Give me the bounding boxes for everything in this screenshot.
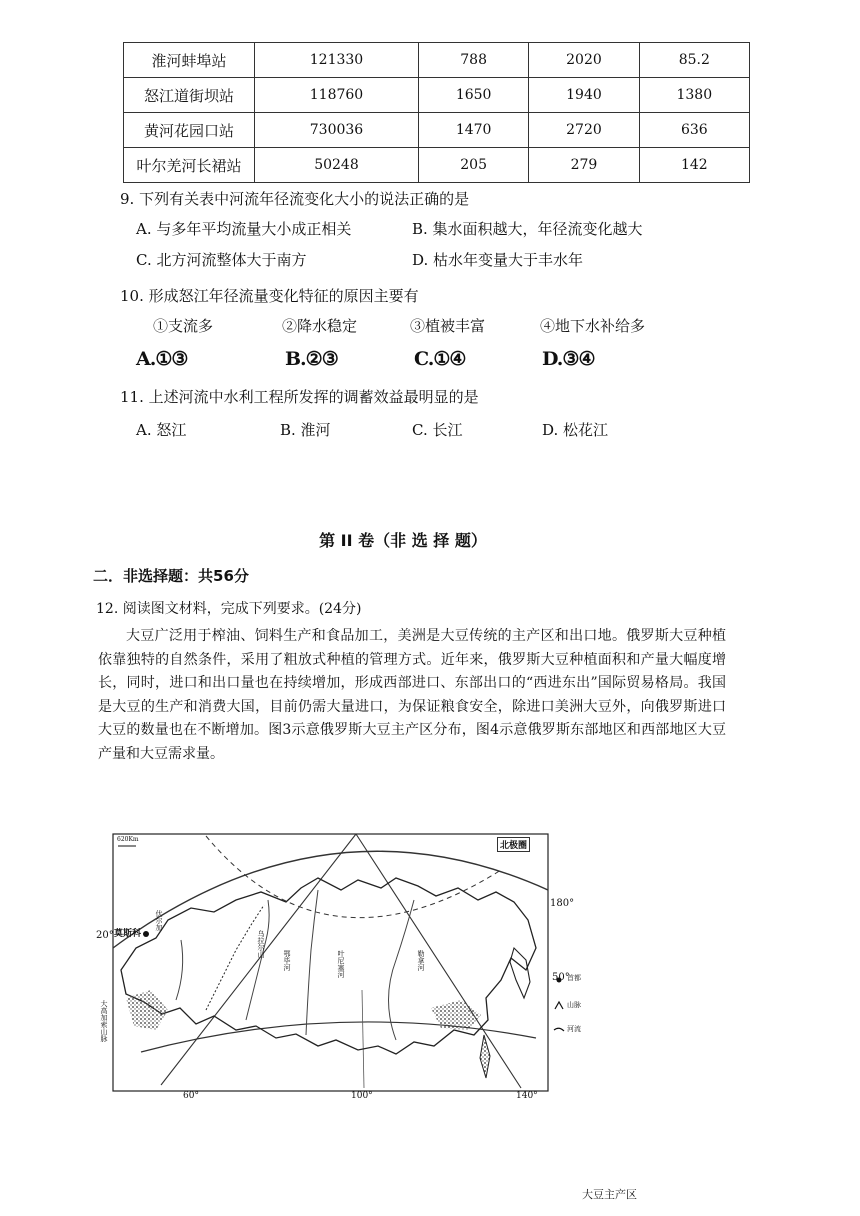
legend-mountain-label: 山脉 bbox=[567, 1001, 581, 1009]
soybean-area-east bbox=[431, 1000, 481, 1030]
meridian-line bbox=[356, 834, 521, 1088]
runoff-table bbox=[123, 42, 750, 183]
meridian-line bbox=[161, 834, 356, 1085]
question-10-item-4: ④地下水补给多 bbox=[540, 317, 646, 335]
arctic-circle-line bbox=[206, 836, 501, 918]
longitude-60-label: 60° bbox=[183, 1091, 199, 1101]
table-cell: 2720 bbox=[529, 113, 639, 148]
moscow-marker bbox=[143, 931, 149, 937]
question-9-option-b: B. 集水面积越大，年径流变化越大 bbox=[412, 220, 643, 238]
moscow-label: 莫斯科 bbox=[114, 929, 142, 939]
question-10-option-b: B.②③ bbox=[285, 348, 338, 370]
question-11-stem: 11. 上述河流中水利工程所发挥的调蓄效益最明显的是 bbox=[120, 388, 479, 406]
question-9-option-a: A. 与多年平均流量大小成正相关 bbox=[136, 220, 352, 238]
longitude-180-label: 180° bbox=[550, 898, 575, 909]
question-11-option-d: D. 松花江 bbox=[542, 421, 609, 439]
table-cell: 730036 bbox=[255, 113, 419, 148]
table-cell: 85.2 bbox=[639, 43, 749, 78]
question-10-item-1: ①支流多 bbox=[153, 317, 214, 335]
table-cell: 205 bbox=[418, 148, 528, 183]
question-11-option-b: B. 淮河 bbox=[280, 421, 331, 439]
table-cell: 636 bbox=[639, 113, 749, 148]
table-cell: 淮河蚌埠站 bbox=[124, 43, 255, 78]
table-row bbox=[124, 113, 750, 148]
russia-outline bbox=[121, 878, 536, 1054]
caucasus-label: 大高加索山脉 bbox=[100, 1000, 108, 1042]
table-cell: 1380 bbox=[639, 78, 749, 113]
question-9-stem: 9. 下列有关表中河流年径流变化大小的说法正确的是 bbox=[120, 190, 470, 208]
graticule-arc bbox=[113, 851, 548, 948]
river-lena bbox=[389, 900, 415, 1040]
question-10-item-3: ③植被丰富 bbox=[410, 317, 486, 335]
table-cell: 叶尔羌河长裙站 bbox=[124, 148, 255, 183]
table-cell: 118760 bbox=[255, 78, 419, 113]
sakhalin-outline bbox=[480, 1035, 490, 1078]
legend-capital-label: 首都 bbox=[567, 974, 581, 982]
table-cell: 50248 bbox=[255, 148, 419, 183]
graticule-arc bbox=[141, 1022, 536, 1052]
map-caption: 大豆主产区 bbox=[582, 1188, 637, 1201]
ural-label: 乌拉尔山 bbox=[257, 930, 265, 958]
river-volga bbox=[176, 940, 183, 1000]
map-graphic bbox=[96, 830, 596, 1100]
question-10-option-d: D.③④ bbox=[542, 348, 595, 370]
table-cell: 2020 bbox=[529, 43, 639, 78]
longitude-140-label: 140° bbox=[516, 1091, 538, 1101]
table-cell: 788 bbox=[418, 43, 528, 78]
table-cell: 121330 bbox=[255, 43, 419, 78]
legend-river-label: 河流 bbox=[567, 1025, 581, 1033]
yenisei-river-label: 叶尼塞河 bbox=[337, 950, 345, 978]
question-10-option-c: C.①④ bbox=[414, 348, 466, 370]
table-cell: 1650 bbox=[418, 78, 528, 113]
table-row bbox=[124, 43, 750, 78]
table-cell: 1940 bbox=[529, 78, 639, 113]
question-12-paragraph: 大豆广泛用于榨油、饲料生产和食品加工，美洲是大豆传统的主产区和出口地。俄罗斯大豆种植依靠独特的自然条件，采用了粗放式种植的管理方式。近年来，俄罗斯大豆种植面积和产量大幅度增长，同时，进口和出口量也在持续增加，形成西部进口、东部出口的“西进东出”国际贸易格局。我国是大豆的生产和消费大国，目前仍需大量进口，为保证粮食安全，除进口美洲大豆外，向俄罗斯进口大豆的数量也在不断增加。图3示意俄罗斯大豆主产区分布，图4示意俄罗斯东部地区和西部地区大豆产量和大豆需求量。 bbox=[98, 628, 726, 762]
question-12-stem: 12. 阅读图文材料，完成下列要求。(24分) bbox=[96, 601, 362, 617]
kamchatka-outline bbox=[510, 948, 530, 998]
question-10-option-a: A.①③ bbox=[136, 348, 188, 370]
table-cell: 1470 bbox=[418, 113, 528, 148]
question-10-item-2: ②降水稳定 bbox=[282, 317, 358, 335]
soybean-area-west bbox=[126, 990, 168, 1030]
volga-label: 伏尔加 bbox=[155, 910, 163, 931]
longitude-100-label: 100° bbox=[351, 1091, 373, 1101]
question-9-option-d: D. 枯水年变量大于丰水年 bbox=[412, 251, 584, 269]
lena-river-label: 勒拿河 bbox=[417, 950, 425, 971]
latitude-50-label: 50° bbox=[552, 972, 570, 983]
question-11-option-c: C. 长江 bbox=[412, 421, 463, 439]
latitude-20-label: 20° bbox=[96, 930, 114, 941]
section-title: 第 II 卷（非 选 择 题） bbox=[319, 531, 487, 550]
arctic-circle-label: 北极圈 bbox=[497, 837, 530, 852]
table-row bbox=[124, 78, 750, 113]
table-cell: 怒江道街坝站 bbox=[124, 78, 255, 113]
meridian-line bbox=[362, 990, 364, 1088]
ob-river-label: 鄂毕河 bbox=[283, 950, 291, 971]
table-cell: 279 bbox=[529, 148, 639, 183]
russia-soybean-map bbox=[96, 830, 596, 1100]
question-10-stem: 10. 形成怒江年径流量变化特征的原因主要有 bbox=[120, 287, 419, 305]
question-11-option-a: A. 怒江 bbox=[136, 421, 187, 439]
section-heading: 二．非选择题：共56分 bbox=[93, 567, 249, 585]
table-cell: 黄河花园口站 bbox=[124, 113, 255, 148]
scale-label: 620Km bbox=[117, 836, 139, 843]
question-9-option-c: C. 北方河流整体大于南方 bbox=[136, 251, 307, 269]
table-row bbox=[124, 148, 750, 183]
table-cell: 142 bbox=[639, 148, 749, 183]
